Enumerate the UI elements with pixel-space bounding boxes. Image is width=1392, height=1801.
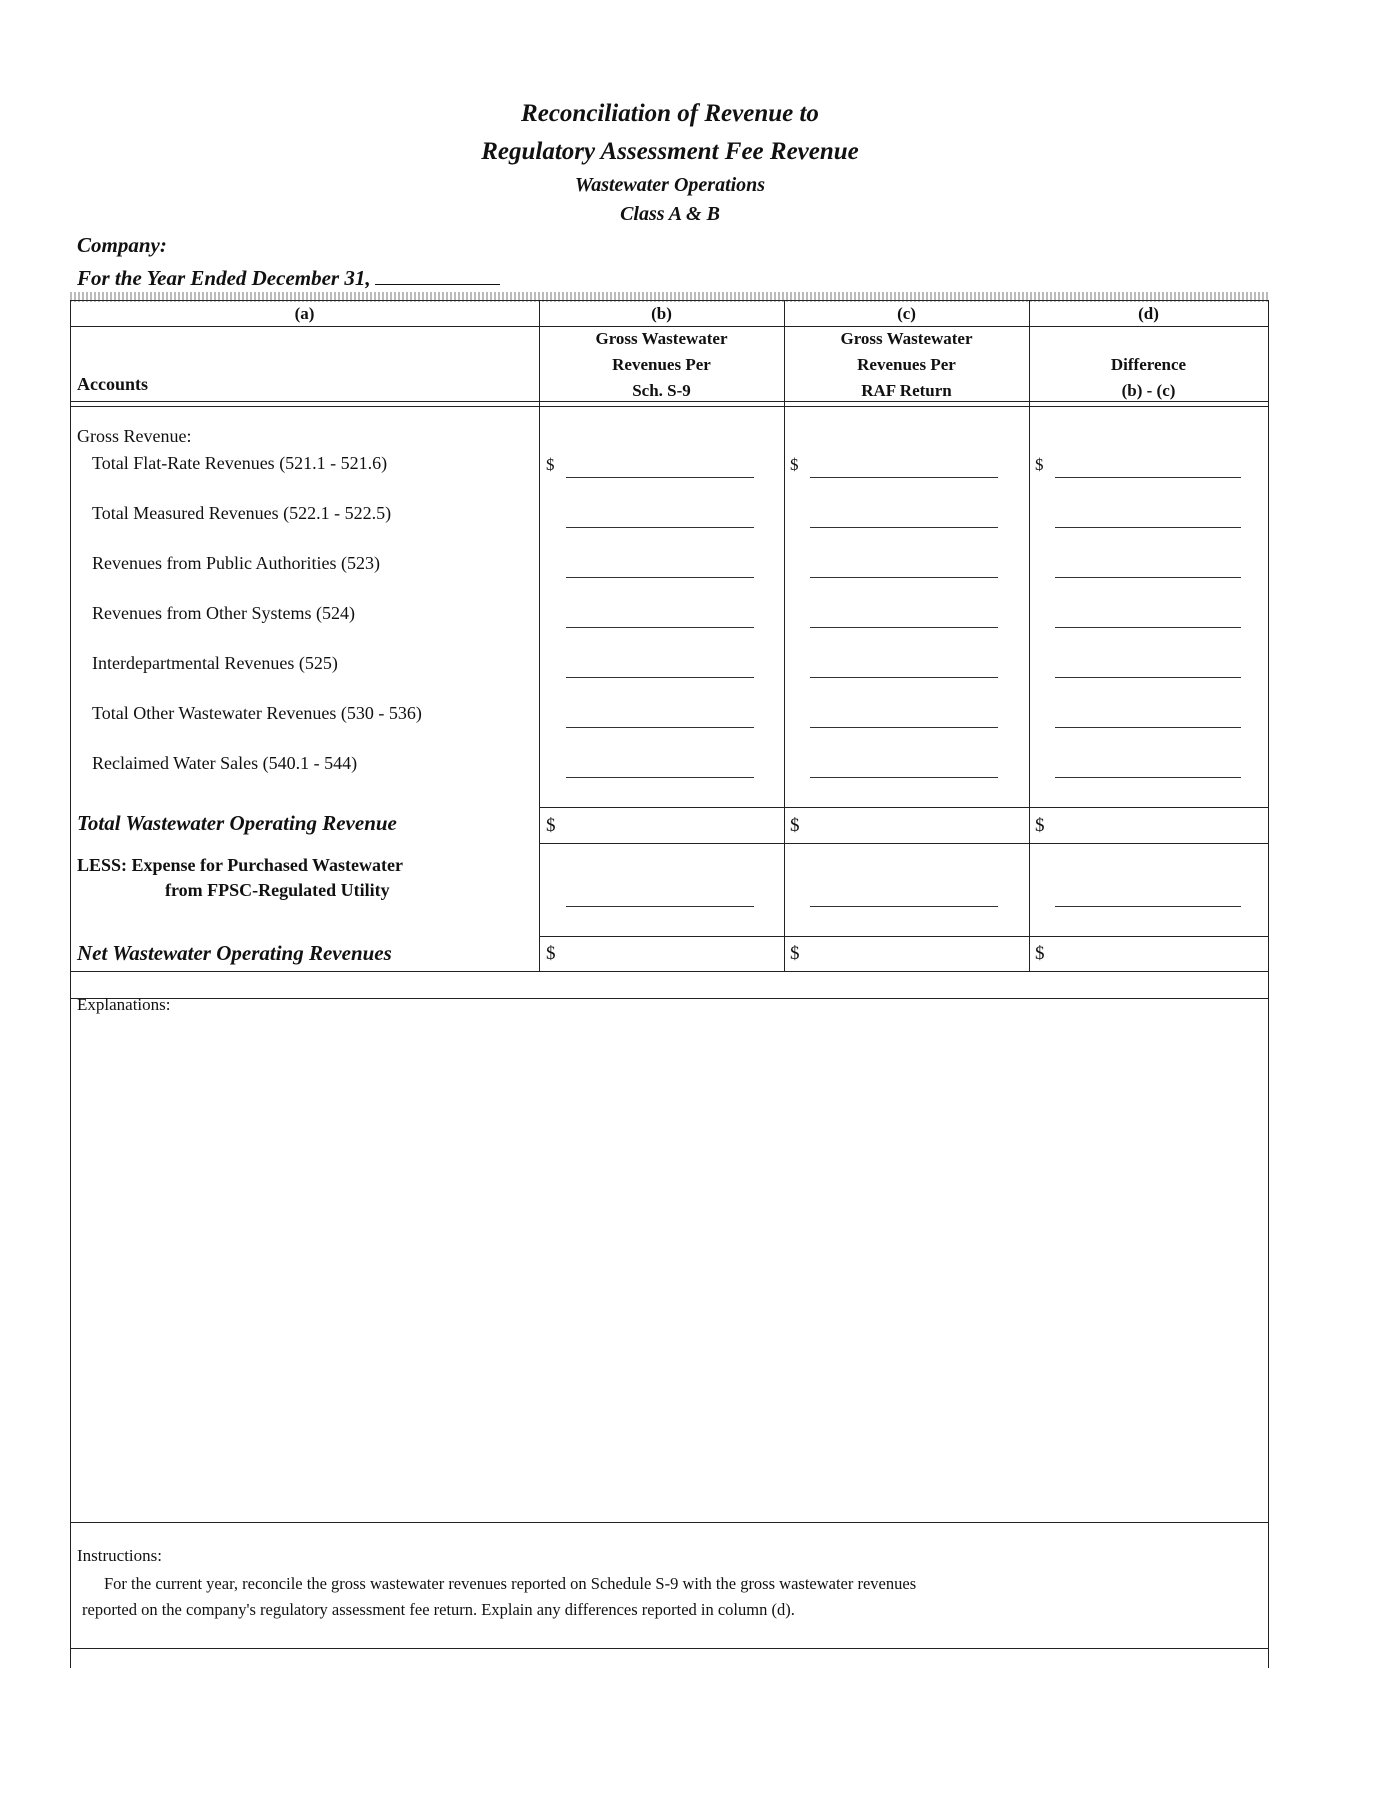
entry-line-c-other-systems[interactable] [810, 627, 998, 628]
entry-line-b-reclaimed-water[interactable] [566, 777, 754, 778]
dollar-sign: $ [1035, 455, 1044, 474]
row-label-flat-rate: Total Flat-Rate Revenues (521.1 - 521.6) [92, 453, 388, 473]
form-subtitle: Wastewater Operations [574, 174, 766, 196]
net-row-bottom [70, 971, 1268, 972]
form-title-line1: Reconciliation of Revenue to [521, 100, 819, 127]
table-left-border [70, 300, 71, 1668]
explanations-bottom [70, 1522, 1268, 1523]
entry-line-d-measured[interactable] [1055, 527, 1241, 528]
column-header-d: Difference (b) - (c) [1110, 355, 1187, 400]
row-label-reclaimed-water: Reclaimed Water Sales (540.1 - 544) [92, 753, 358, 773]
entry-line-b-other-wastewater[interactable] [566, 727, 754, 728]
dollar-sign: $ [546, 943, 556, 964]
year-ended-label: For the Year Ended December 31, [77, 266, 371, 290]
dollar-sign: $ [1035, 943, 1045, 964]
instructions-label: Instructions: [77, 1546, 162, 1565]
entry-line-b-flat-rate[interactable] [566, 477, 754, 478]
dollar-sign: $ [546, 815, 556, 836]
entry-line-c-reclaimed-water[interactable] [810, 777, 998, 778]
gross-revenue-heading: Gross Revenue: [77, 426, 192, 446]
entry-line-d-flat-rate[interactable] [1055, 477, 1241, 478]
column-letter-b: (b) [651, 304, 672, 323]
header-row-bottom-double [70, 406, 1268, 407]
entry-line-b-public-authorities[interactable] [566, 577, 754, 578]
entry-line-c-flat-rate[interactable] [810, 477, 998, 478]
table-right-border [1268, 300, 1269, 1668]
entry-line-d-other-wastewater[interactable] [1055, 727, 1241, 728]
year-blank-field[interactable] [375, 264, 500, 285]
form-class-label: Class A & B [620, 203, 720, 225]
dollar-sign: $ [790, 943, 800, 964]
dollar-sign: $ [790, 455, 799, 474]
column-letter-d: (d) [1138, 304, 1159, 323]
instructions-bottom [70, 1648, 1268, 1649]
less-expense-label-line1: LESS: Expense for Purchased Wastewater [77, 855, 404, 875]
dollar-sign: $ [790, 815, 800, 836]
instructions-text-line1: For the current year, reconcile the gross wastewater revenues reported on Schedule S-9 with the gross wastewater revenues [104, 1574, 917, 1593]
net-row-top [539, 936, 1268, 937]
net-operating-revenues-label: Net Wastewater Operating Revenues [77, 941, 392, 965]
total-row-top [539, 807, 1268, 808]
row-label-public-authorities: Revenues from Public Authorities (523) [92, 553, 380, 573]
explanations-label: Explanations: [77, 995, 171, 1014]
explanations-area[interactable] [72, 1022, 1266, 1518]
dollar-sign: $ [546, 455, 555, 474]
dollar-sign: $ [1035, 815, 1045, 836]
total-row-bottom [539, 843, 1268, 844]
entry-line-b-other-systems[interactable] [566, 627, 754, 628]
entry-line-c-other-wastewater[interactable] [810, 727, 998, 728]
column-header-b: Gross Wastewater Revenues Per Sch. S-9 [595, 329, 728, 400]
column-header-accounts: Accounts [77, 374, 148, 394]
explanations-top [70, 998, 1268, 999]
company-label: Company: [77, 233, 167, 257]
entry-line-d-reclaimed-water[interactable] [1055, 777, 1241, 778]
instructions-text-line2: reported on the company's regulatory assessment fee return. Explain any differences reported in column (d). [82, 1600, 795, 1619]
less-expense-label-line2: from FPSC-Regulated Utility [165, 880, 390, 900]
entry-line-b-purchased-wastewater[interactable] [566, 906, 754, 907]
entry-line-c-purchased-wastewater[interactable] [810, 906, 998, 907]
entry-line-d-interdepartmental[interactable] [1055, 677, 1241, 678]
row-label-interdepartmental: Interdepartmental Revenues (525) [92, 653, 338, 673]
entry-line-d-other-systems[interactable] [1055, 627, 1241, 628]
row-label-other-systems: Revenues from Other Systems (524) [92, 603, 355, 623]
column-letter-a: (a) [294, 304, 315, 323]
entry-line-c-interdepartmental[interactable] [810, 677, 998, 678]
table-top-border [70, 300, 1268, 301]
entry-line-b-interdepartmental[interactable] [566, 677, 754, 678]
entry-line-d-purchased-wastewater[interactable] [1055, 906, 1241, 907]
row-label-measured: Total Measured Revenues (522.1 - 522.5) [92, 503, 392, 523]
entry-line-c-public-authorities[interactable] [810, 577, 998, 578]
column-header-c: Gross Wastewater Revenues Per RAF Return [840, 329, 973, 400]
column-letter-c: (c) [897, 304, 916, 323]
form-title-line2: Regulatory Assessment Fee Revenue [481, 138, 859, 165]
year-ended-line [77, 264, 500, 291]
entry-line-d-public-authorities[interactable] [1055, 577, 1241, 578]
total-operating-revenue-label: Total Wastewater Operating Revenue [77, 811, 397, 835]
entry-line-b-measured[interactable] [566, 527, 754, 528]
entry-line-c-measured[interactable] [810, 527, 998, 528]
row-label-other-wastewater: Total Other Wastewater Revenues (530 - 536) [92, 703, 422, 723]
